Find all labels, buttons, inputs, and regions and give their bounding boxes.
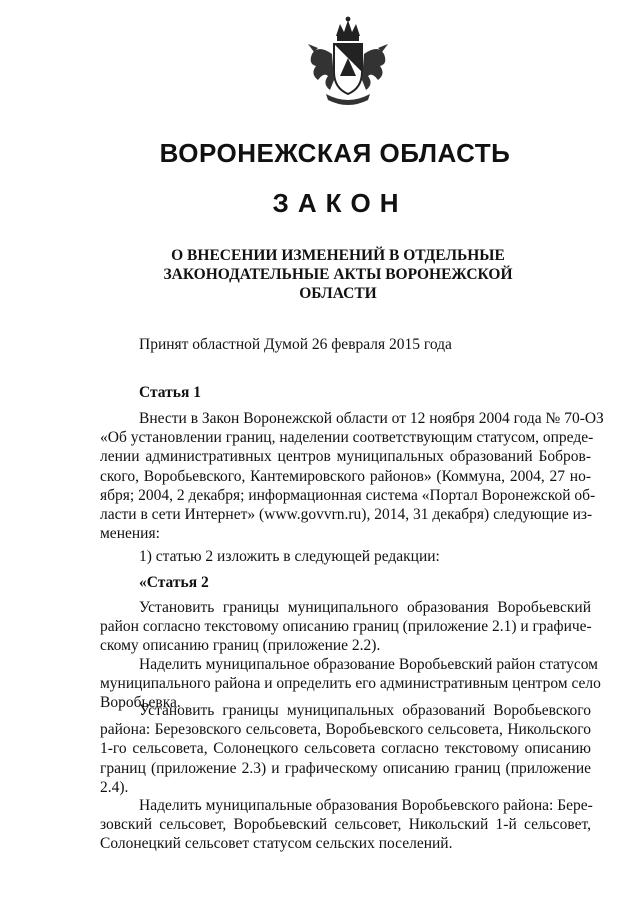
text-line: район согласно текстовому описанию границ (приложение 2.1) и графиче- [100,618,592,636]
article-1-heading: Статья 1 [139,384,201,401]
document-type: ЗАКОН [272,188,408,218]
text-line: 1-го сельсовета, Солонецкого сельсовета согласно текстовому описанию [100,740,591,758]
article-1-text [100,409,604,543]
law-title-line: ОБЛАСТИ [299,285,377,302]
text-line: «Об установлении границ, наделении соответствующим статусом, опреде- [100,429,594,447]
text-line: менения: [100,525,160,543]
text-line: 2.4). [100,778,129,796]
voronezh-coat-of-arms-icon [304,14,392,106]
text-line: Солонецкий сельсовет статусом сельских поселений. [100,835,453,853]
article-2-paragraph-4 [100,796,591,854]
quoted-article-2-heading: «Статья 2 [139,574,209,591]
text-line: ского, Воробьевского, Кантемировского районов» (Коммуна, 2004, 27 но- [100,467,591,485]
article-2-paragraph-3 [100,701,591,797]
text-line: района: Березовского сельсовета, Воробьевского сельсовета, Никольского [100,721,591,739]
text-line: Установить границы муниципальных образований Воробьевского [139,702,591,719]
text-line: Воробьевка. [100,694,181,712]
adoption-date: Принят областной Думой 26 февраля 2015 года [139,336,452,353]
text-line: муниципального района и определить его административным центром село [100,675,601,693]
text-line: ября; 2004, 2 декабря; информационная система «Портал Воронежской об- [100,486,596,504]
text-line: Наделить муниципальные образования Воробьевского района: Бере- [139,797,593,814]
article-2-paragraph-1 [100,598,591,656]
amendment-item-1: 1) статью 2 изложить в следующей редакции: [139,548,440,565]
text-line: зовский сельсовет, Воробьевский сельсовет, Никольский 1-й сельсовет, [100,816,591,834]
law-title-line: О ВНЕСЕНИИ ИЗМЕНЕНИЙ В ОТДЕЛЬНЫЕ [171,247,505,264]
law-title [0,246,640,303]
law-title-line: ЗАКОНОДАТЕЛЬНЫЕ АКТЫ ВОРОНЕЖСКОЙ [163,266,513,283]
text-line: ласти в сети Интернет» (www.govvrn.ru), 2014, 31 декабря) следующие из- [100,506,593,524]
text-line: Наделить муниципальное образование Воробьевский район статусом [139,656,598,673]
text-line: Внести в Закон Воронежской области от 12 ноября 2004 года № 70-ОЗ [139,410,604,427]
text-line: Установить границы муниципального образования Воробьевский [139,599,591,616]
region-title: ВОРОНЕЖСКАЯ ОБЛАСТЬ [159,138,511,168]
text-line: границ (приложение 2.3) и графическому описанию границ (приложение [100,759,591,777]
text-line: лении административных центров муниципальных образований Бобров- [100,448,591,466]
text-line: скому описанию границ (приложение 2.2). [100,637,381,655]
